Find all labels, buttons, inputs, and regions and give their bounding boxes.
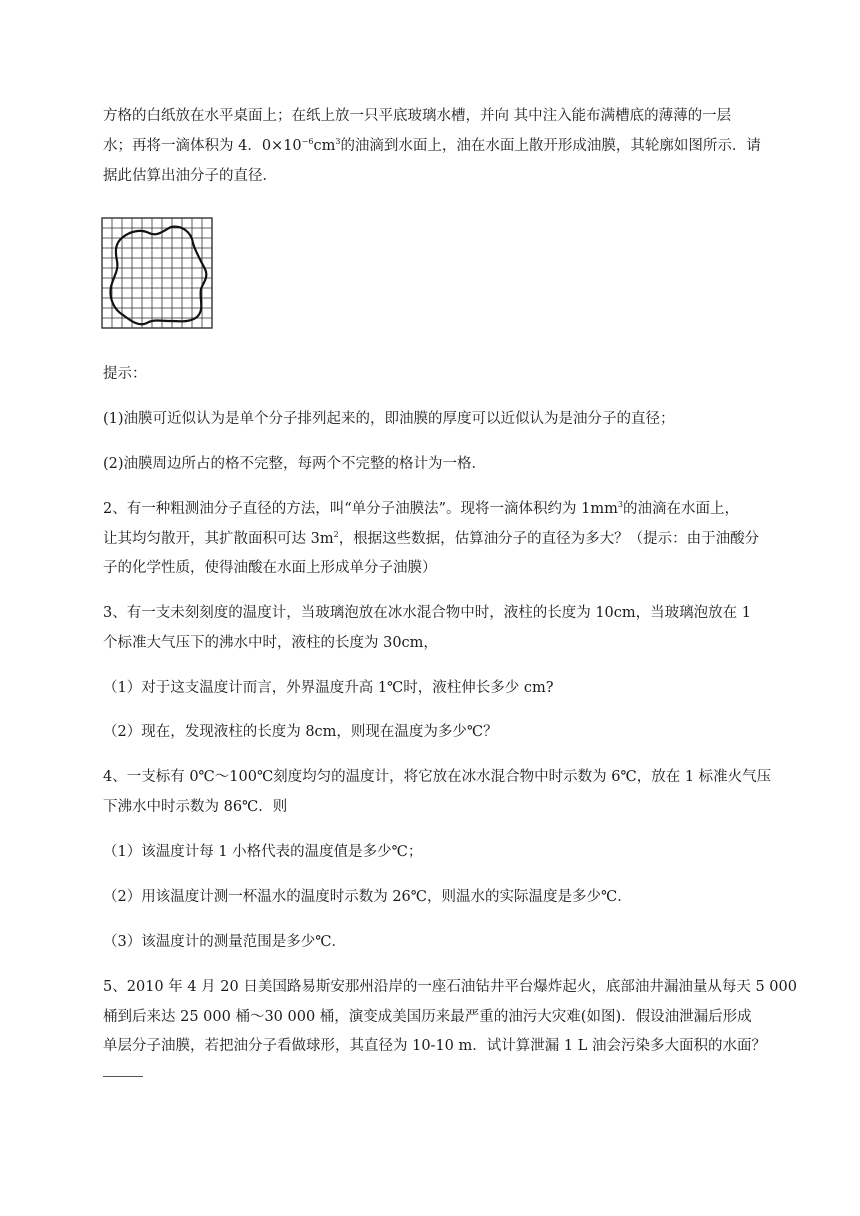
question-2-line-3: 子的化学性质，使得油酸在水面上形成单分子油膜） bbox=[103, 560, 437, 576]
question-3-line-1: 3、有一支未刻刻度的温度计，当玻璃泡放在冰水混合物中时，液柱的长度为 10cm，当玻璃泡放在 1 bbox=[103, 605, 751, 621]
intro-line-1: 方格的白纸放在水平桌面上；在纸上放一只平底玻璃水槽，并向 其中注入能布满槽底的薄薄的一层 bbox=[103, 108, 732, 124]
question-3-sub-1: （1）对于这支温度计而言，外界温度升高 1℃时，液柱伸长多少 cm? bbox=[103, 680, 554, 696]
question-5-line-1: 5、2010 年 4 月 20 日美国路易斯安那州沿岸的一座石油钻井平台爆炸起火，底部油井漏油量从每天 5 000 bbox=[103, 979, 797, 995]
intro-line-3: 据此估算出油分子的直径． bbox=[103, 168, 277, 184]
question-4-sub-2: （2）用该温度计测一杯温水的温度时示数为 26℃，则温水的实际温度是多少℃． bbox=[103, 889, 632, 905]
question-3-line-2: 个标准大气压下的沸水中时，液柱的长度为 30cm， bbox=[103, 635, 438, 651]
question-5-line-2: 桶到后来达 25 000 桶～30 000 桶，演变成美国历来最严重的油污大灾难(如图)．假设油泄漏后形成 bbox=[103, 1009, 752, 1025]
question-2-text-rest: ，根据这些数据，估算油分子的直径为多大？（提示：由于油酸分 bbox=[338, 531, 760, 547]
intro-line-2-rest: 的油滴到水面上，油在水面上散开形成油膜，其轮廓如图所示．请 bbox=[340, 138, 761, 154]
exponent: 2 bbox=[333, 530, 339, 539]
question-4-sub-3: （3）该温度计的测量范围是多少℃． bbox=[103, 934, 346, 950]
hint-2: (2)油膜周边所占的格不完整，每两个不完整的格计为一格． bbox=[103, 456, 487, 472]
question-4-line-2: 下沸水中时示数为 86℃．则 bbox=[103, 799, 288, 815]
question-2-text: 让其均匀散开，其扩散面积可达 3m bbox=[103, 531, 334, 547]
exponent: −6 bbox=[301, 137, 314, 146]
question-2-line-1 bbox=[103, 499, 803, 519]
question-4-sub-1: （1）该温度计每 1 小格代表的温度值是多少℃； bbox=[103, 844, 423, 860]
footnote-divider bbox=[103, 1076, 143, 1077]
question-3-sub-2: （2）现在，发现液柱的长度为 8cm，则现在温度为多少℃？ bbox=[103, 724, 498, 740]
intro-line-2 bbox=[103, 136, 803, 156]
exponent: 3 bbox=[335, 137, 341, 146]
hint-1: (1)油膜可近似认为是单个分子排列起来的，即油膜的厚度可以近似认为是油分子的直径； bbox=[103, 411, 675, 427]
question-2-text-rest: 的油滴在水面上， bbox=[622, 501, 739, 517]
hint-title: 提示： bbox=[103, 366, 147, 382]
question-2-line-2 bbox=[103, 529, 803, 549]
question-5-line-3: 单层分子油膜，若把油分子看做球形，其直径为 10-10 m．试计算泄漏 1 L 油会污染多大面积的水面？ bbox=[103, 1038, 766, 1054]
unit-text: cm bbox=[313, 138, 336, 154]
oil-film-grid-figure bbox=[101, 217, 213, 329]
exponent: 3 bbox=[617, 500, 623, 509]
intro-line-2-text: 水；再将一滴体积为 4．0×10 bbox=[103, 138, 302, 154]
question-4-line-1: 4、一支标有 0℃～100℃刻度均匀的温度计，将它放在冰水混合物中时示数为 6℃，放在 1 标准火气压 bbox=[103, 769, 772, 785]
question-2-text: 2、有一种粗测油分子直径的方法，叫“单分子油膜法”。现将一滴体积约为 1mm bbox=[103, 501, 618, 517]
